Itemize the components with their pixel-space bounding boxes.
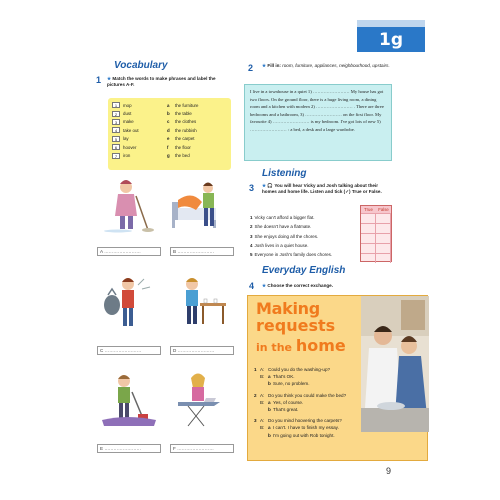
exchange-answer: Yes, of course. [273, 399, 304, 405]
unit-tab [357, 27, 425, 52]
exercise-4-instruction [262, 283, 392, 289]
statement [250, 213, 332, 222]
match-letter: e [167, 136, 170, 142]
exercise-4-number: 4 [249, 281, 255, 291]
tf-row [361, 243, 391, 253]
statement-number: 3 [250, 233, 253, 239]
speaker-b: B: [260, 374, 265, 380]
exchanges-list [254, 366, 366, 439]
exercise-3-number: 3 [249, 183, 255, 193]
star-icon: ★ [262, 283, 268, 288]
true-checkbox[interactable] [361, 214, 376, 223]
panel-title-in-the-home [256, 336, 346, 355]
answer-box[interactable]: 7 [112, 153, 120, 159]
statement-number: 5 [250, 252, 253, 258]
exercise-2-number: 2 [248, 63, 254, 73]
headphones-icon: 🎧 [267, 183, 275, 188]
exercise-1-number: 1 [96, 75, 102, 85]
exchange-answer: I'm going out with Rob tonight. [273, 432, 335, 438]
answer-box[interactable]: 2 [112, 111, 120, 117]
caption-a[interactable]: A …………………… [97, 247, 161, 256]
false-checkbox[interactable] [376, 224, 391, 233]
exchange-answer: That's OK. [273, 374, 295, 380]
picture-d-laying-table [168, 275, 230, 330]
match-letter: b [167, 111, 170, 117]
caption-b[interactable]: B …………………… [170, 247, 234, 256]
picture-e-hoovering [98, 372, 160, 427]
exercise-3-instruction [262, 183, 392, 196]
exchange-answer: That's great. [273, 407, 299, 413]
exchange-option[interactable] [254, 406, 366, 413]
exchange-prompt [254, 366, 366, 373]
option-letter: b [268, 381, 271, 387]
match-verb: hoover [123, 144, 137, 150]
exchange-option[interactable] [254, 380, 366, 387]
option-letter: b [268, 432, 271, 438]
match-verb: mop [123, 102, 132, 108]
exercise-2-words: room, furniture, appliances, neighbourhood, upstairs. [282, 63, 390, 68]
match-noun: the floor [175, 144, 191, 150]
match-verb: iron [123, 153, 131, 159]
caption-f[interactable]: F …………………… [170, 444, 234, 453]
match-row [112, 118, 227, 126]
exchange-prompt [254, 392, 366, 399]
match-letter: g [167, 153, 170, 159]
match-noun: the table [175, 111, 192, 117]
speaker-a: A: [260, 367, 265, 372]
tf-row [361, 223, 391, 233]
match-letter: f [167, 144, 169, 150]
exchange-question: Could you do the washing-up? [268, 367, 331, 372]
listening-statements [250, 213, 332, 259]
vocabulary-title: Vocabulary [114, 60, 168, 71]
statement-text: Everyone in Josh's family does chores. [254, 252, 333, 258]
exchange-prompt [254, 417, 366, 424]
matching-table [108, 98, 231, 170]
true-checkbox[interactable] [361, 254, 376, 263]
exchange-number: 1 [254, 367, 257, 372]
match-row [112, 126, 227, 134]
panel-title-in-the: in the [256, 341, 292, 354]
true-label: True [364, 207, 373, 212]
answer-box[interactable]: 4 [112, 127, 120, 133]
statement-number: 4 [250, 242, 253, 248]
statement-number: 1 [250, 215, 253, 220]
false-checkbox[interactable] [376, 214, 391, 223]
making-requests-panel [247, 295, 428, 461]
tf-row [361, 233, 391, 243]
match-noun: the carpet [175, 136, 195, 142]
fill-in-text-box[interactable]: I live in a townhouse in a quiet 1) …………………… My house has got two floors. On the ground floor, there is a huge living room, a dining room and a kitchen with modern 2) …………………… . There are three bedrooms and a bathroom, 3) …………………… on the first floor. My favourite 4) …………………… is my bedroom. I've got lots of new 5) …………………… : a bed, a desk and a large wardrobe. [244, 84, 392, 161]
exchange-question: Do you think you could make the bed? [268, 392, 347, 398]
exchange-option[interactable] [254, 432, 366, 439]
exchange-option[interactable] [254, 373, 366, 380]
speaker-a: A: [260, 392, 265, 398]
statement-text: She doesn't have a flatmate. [254, 224, 312, 230]
match-letter: a [167, 102, 170, 108]
statement-text: Vicky can't afford a bigger flat. [254, 215, 315, 220]
false-checkbox[interactable] [376, 234, 391, 243]
speaker-b: B: [260, 399, 265, 405]
everyday-english-title: Everyday English [262, 265, 346, 276]
true-false-header [361, 206, 391, 213]
statement [250, 232, 332, 241]
picture-c-taking-out-rubbish [98, 275, 160, 330]
true-checkbox[interactable] [361, 234, 376, 243]
match-noun: the bed [175, 153, 190, 159]
match-verb: dust [123, 111, 132, 117]
exercise-4-instruction-text: Choose the correct exchange. [267, 283, 334, 288]
exercise-2-instruction [262, 63, 392, 69]
exchange-answer: I can't. I have to finish my essay. [273, 425, 339, 431]
page-number: 9 [386, 466, 392, 476]
exercise-1-instruction-text: Match the words to make phrases and label the pictures A-F. [107, 76, 216, 88]
option-letter: a [268, 374, 271, 380]
exchange-answer: Sure, no problem. [273, 381, 310, 387]
unit-label: 1g [379, 29, 403, 50]
match-noun: the clothes [175, 119, 197, 125]
speaker-b: B: [260, 425, 265, 431]
star-icon: ★ [262, 183, 268, 188]
answer-box[interactable]: 1 [112, 102, 120, 108]
statement [250, 241, 332, 250]
match-verb: lay [123, 136, 129, 142]
panel-title-making: Making [256, 299, 320, 318]
tf-row [361, 253, 391, 263]
answer-box[interactable]: 5 [112, 136, 120, 142]
exchange-number: 2 [254, 392, 257, 398]
option-letter: a [268, 399, 271, 405]
exchange-question: Do you mind hoovering the carpets? [268, 418, 342, 424]
match-row [112, 101, 227, 109]
match-letter: c [167, 119, 170, 125]
exercise-2-prefix: Fill in: [267, 63, 281, 68]
option-letter: b [268, 407, 271, 413]
caption-e[interactable]: E …………………… [97, 444, 161, 453]
true-checkbox[interactable] [361, 244, 376, 253]
match-letter: d [167, 127, 170, 133]
star-icon: ★ [262, 63, 268, 68]
listening-title: Listening [262, 168, 307, 179]
true-checkbox[interactable] [361, 224, 376, 233]
false-checkbox[interactable] [376, 244, 391, 253]
match-row [112, 109, 227, 117]
kitchen-photo [361, 296, 429, 432]
exchange-option[interactable] [254, 424, 366, 431]
match-noun: the rubbish [175, 127, 197, 133]
caption-d[interactable]: D …………………… [170, 346, 234, 355]
match-row [112, 151, 227, 159]
statement-text: Josh lives in a quiet house. [254, 242, 309, 248]
picture-f-ironing [168, 372, 230, 427]
picture-a-mopping [98, 178, 160, 233]
statement [250, 222, 332, 231]
option-letter: a [268, 425, 271, 431]
exercise-1-instruction [107, 76, 232, 89]
true-false-grid [360, 205, 392, 262]
picture-b-making-bed [168, 178, 230, 233]
false-label: False [378, 207, 389, 212]
match-verb: take out [123, 127, 139, 133]
exchange-option[interactable] [254, 399, 366, 406]
false-checkbox[interactable] [376, 254, 391, 263]
answer-box[interactable]: 6 [112, 144, 120, 150]
speaker-a: A: [260, 418, 265, 424]
match-verb: make [123, 119, 134, 125]
exchange-number: 3 [254, 418, 257, 424]
panel-title-requests: requests [256, 316, 336, 335]
match-row [112, 143, 227, 151]
star-icon: ★ [107, 76, 113, 81]
match-row [112, 135, 227, 143]
statement-text: She enjoys doing all the chores. [254, 233, 319, 239]
tf-row [361, 213, 391, 223]
exercise-3-instruction-text: You will hear Vicky and Josh talking about their homes and home life. Listen and tick (✓) True or False. [262, 183, 382, 195]
answer-box[interactable]: 3 [112, 119, 120, 125]
caption-c[interactable]: C …………………… [97, 346, 161, 355]
panel-title-home: home [295, 336, 346, 355]
statement-number: 2 [250, 224, 253, 230]
statement [250, 250, 332, 259]
match-noun: the furniture [175, 102, 199, 108]
